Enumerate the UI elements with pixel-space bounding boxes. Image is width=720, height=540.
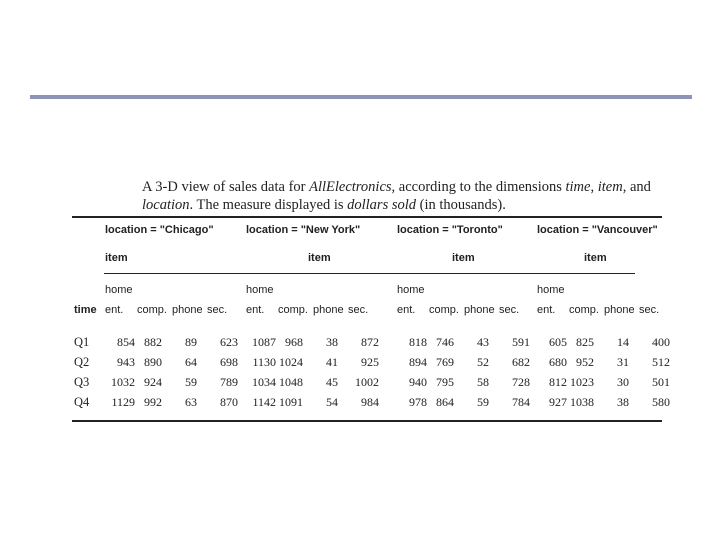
table-cell: 825 bbox=[576, 335, 594, 349]
table-cell: 54 bbox=[326, 395, 338, 409]
item-home-label: home bbox=[537, 284, 565, 296]
item-header: item bbox=[584, 252, 607, 264]
table-cell: 818 bbox=[409, 335, 427, 349]
table-cell: 45 bbox=[326, 375, 338, 389]
table-cell: 623 bbox=[220, 335, 238, 349]
table-cell: 795 bbox=[436, 375, 454, 389]
table-cell: 512 bbox=[652, 355, 670, 369]
item-column-header: ent. bbox=[105, 304, 124, 316]
table-cell: 890 bbox=[144, 355, 162, 369]
table-cell: 992 bbox=[144, 395, 162, 409]
table-cell: 769 bbox=[436, 355, 454, 369]
time-row-label: Q4 bbox=[74, 395, 90, 409]
table-cell: 854 bbox=[117, 335, 135, 349]
slide-divider-line bbox=[30, 95, 692, 99]
location-header: location = "New York" bbox=[246, 224, 361, 236]
item-column-header: comp. bbox=[137, 304, 167, 316]
table-cell: 872 bbox=[361, 335, 379, 349]
table-cell: 882 bbox=[144, 335, 162, 349]
location-header: location = "Vancouver" bbox=[537, 224, 658, 236]
time-row-label: Q1 bbox=[74, 335, 90, 349]
location-header: location = "Chicago" bbox=[105, 224, 214, 236]
item-home-label: home bbox=[397, 284, 425, 296]
table-cell: 591 bbox=[512, 335, 530, 349]
item-column-header: phone bbox=[464, 304, 495, 316]
table-cell: 1087 bbox=[252, 335, 276, 349]
table-cell: 1024 bbox=[279, 355, 303, 369]
table-cell: 63 bbox=[185, 395, 197, 409]
location-header: location = "Toronto" bbox=[397, 224, 503, 236]
table-cell: 894 bbox=[409, 355, 427, 369]
table-cell: 968 bbox=[285, 335, 303, 349]
table-cell: 746 bbox=[436, 335, 454, 349]
table-cell: 680 bbox=[549, 355, 567, 369]
table-cell: 38 bbox=[326, 335, 338, 349]
table-cell: 1038 bbox=[570, 395, 594, 409]
table-cell: 784 bbox=[512, 395, 530, 409]
time-row-label: Q3 bbox=[74, 375, 90, 389]
table-cell: 940 bbox=[409, 375, 427, 389]
table-cell: 789 bbox=[220, 375, 238, 389]
caption-text: , and bbox=[622, 179, 651, 195]
table-cell: 924 bbox=[144, 375, 162, 389]
table-cell: 58 bbox=[477, 375, 489, 389]
table-cell: 812 bbox=[549, 375, 567, 389]
caption-text: . The measure displayed is bbox=[189, 197, 348, 213]
caption-text: (in thousands). bbox=[416, 197, 506, 213]
table-cell: 31 bbox=[617, 355, 629, 369]
table-cell: 927 bbox=[549, 395, 567, 409]
item-home-label: home bbox=[246, 284, 274, 296]
caption-measure: dollars sold bbox=[347, 197, 417, 213]
table-cell: 41 bbox=[326, 355, 338, 369]
item-header-rule bbox=[104, 273, 635, 274]
table-cell: 728 bbox=[512, 375, 530, 389]
caption-dim-item: item bbox=[597, 179, 623, 195]
table-cell: 952 bbox=[576, 355, 594, 369]
table-cell: 14 bbox=[617, 335, 629, 349]
table-cell: 52 bbox=[477, 355, 489, 369]
item-column-header: comp. bbox=[278, 304, 308, 316]
caption-company: AllElectronics bbox=[309, 179, 392, 195]
item-header: item bbox=[308, 252, 331, 264]
item-column-header: comp. bbox=[429, 304, 459, 316]
table-cell: 1002 bbox=[355, 375, 379, 389]
table-cell: 984 bbox=[361, 395, 379, 409]
item-home-label: home bbox=[105, 284, 133, 296]
table-cell: 864 bbox=[436, 395, 454, 409]
table-cell: 698 bbox=[220, 355, 238, 369]
item-column-header: sec. bbox=[207, 304, 228, 316]
caption-text: , according to the dimensions bbox=[391, 179, 566, 195]
table-cell: 38 bbox=[617, 395, 629, 409]
caption-dim-location: location bbox=[142, 197, 190, 213]
item-column-header: ent. bbox=[246, 304, 265, 316]
caption-text: , bbox=[590, 179, 598, 195]
item-column-header: phone bbox=[313, 304, 344, 316]
table-cell: 89 bbox=[185, 335, 197, 349]
item-header: item bbox=[452, 252, 475, 264]
item-column-header: ent. bbox=[397, 304, 416, 316]
table-cell: 1023 bbox=[570, 375, 594, 389]
table-cell: 59 bbox=[477, 395, 489, 409]
caption-dim-time: time bbox=[565, 179, 591, 195]
item-column-header: sec. bbox=[499, 304, 520, 316]
table-cell: 59 bbox=[185, 375, 197, 389]
item-column-header: sec. bbox=[348, 304, 369, 316]
table-cell: 64 bbox=[185, 355, 197, 369]
table-cell: 1032 bbox=[111, 375, 135, 389]
table-cell: 580 bbox=[652, 395, 670, 409]
time-header: time bbox=[74, 304, 97, 316]
table-cell: 43 bbox=[477, 335, 489, 349]
table-bottom-rule bbox=[72, 420, 662, 422]
time-row-label: Q2 bbox=[74, 355, 90, 369]
item-column-header: phone bbox=[172, 304, 203, 316]
table-cell: 925 bbox=[361, 355, 379, 369]
item-column-header: phone bbox=[604, 304, 635, 316]
table-cell: 682 bbox=[512, 355, 530, 369]
table-cell: 400 bbox=[652, 335, 670, 349]
table-top-rule bbox=[72, 216, 662, 218]
table-cell: 605 bbox=[549, 335, 567, 349]
table-cell: 1129 bbox=[111, 395, 135, 409]
table-cell: 1142 bbox=[252, 395, 276, 409]
table-caption bbox=[142, 178, 664, 214]
table-cell: 870 bbox=[220, 395, 238, 409]
item-column-header: ent. bbox=[537, 304, 556, 316]
table-cell: 30 bbox=[617, 375, 629, 389]
item-column-header: comp. bbox=[569, 304, 599, 316]
item-header: item bbox=[105, 252, 128, 264]
table-cell: 501 bbox=[652, 375, 670, 389]
item-column-header: sec. bbox=[639, 304, 660, 316]
table-cell: 978 bbox=[409, 395, 427, 409]
table-cell: 943 bbox=[117, 355, 135, 369]
table-cell: 1130 bbox=[252, 355, 276, 369]
sales-data-table bbox=[72, 216, 670, 422]
table-cell: 1048 bbox=[279, 375, 303, 389]
table-cell: 1034 bbox=[252, 375, 276, 389]
caption-text: A 3-D view of sales data for bbox=[142, 179, 310, 195]
table-cell: 1091 bbox=[279, 395, 303, 409]
